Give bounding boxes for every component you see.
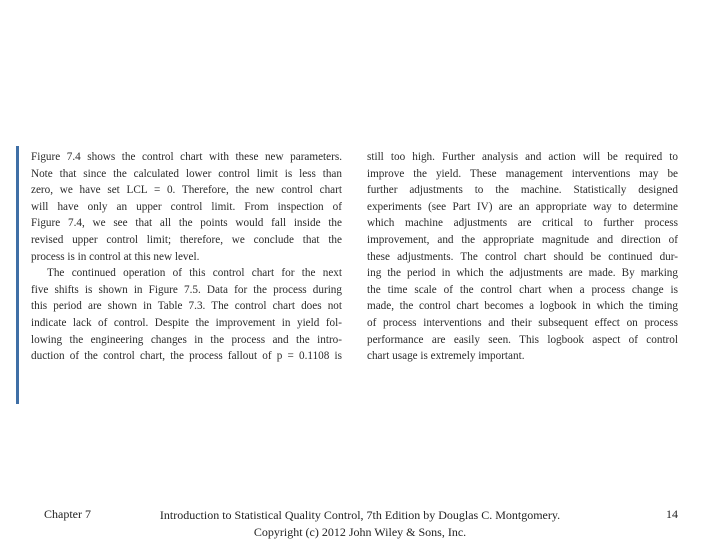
text-line: zero, we have set LCL = 0. Therefore, the new control chart [31,184,342,197]
text-line: improve the yield. These management interventions may be [367,167,678,180]
text-line: five shifts is shown in Figure 7.5. Data for the process during [31,283,342,296]
text-line: this period are shown in Table 7.3. The control chart does not [31,300,342,313]
text-line: indicate lack of control. Despite the improvement in yield fol- [31,316,342,329]
text-line: ing the period in which the adjustments are made. By marking [367,267,678,280]
footer-chapter: Chapter 7 [44,507,91,521]
text-line: improvement, and the appropriate magnitude and direction of [367,233,678,246]
page-number: 14 [666,507,678,521]
footer-citation-line1: Introduction to Statistical Quality Control, 7th Edition by Douglas C. Montgomery. [159,508,561,522]
text-line: still too high. Further analysis and action will be required to [367,151,678,163]
text-line: Figure 7.4, we see that all the points would fall inside the [31,217,342,230]
text-line: revised upper control limit; therefore, we conclude that the [31,233,342,246]
text-line: made, the control chart becomes a logbook in which the timing [367,300,678,313]
text-line: lowing the engineering changes in the process and the intro- [31,333,342,346]
accent-bar [16,146,19,404]
text-line: duction of the control chart, the process fallout of p = 0.1108 is [31,350,342,363]
text-line: of process interventions and their subsequent effect on process [367,316,678,329]
left-text-column [31,149,342,365]
text-line: will have only an upper control limit. From inspection of [31,200,342,213]
text-line: Figure 7.4 shows the control chart with these new parameters. [31,151,342,163]
text-line: further adjustments to the machine. Statistically designed [367,184,678,197]
text-line: which machine adjustments are critical to further process [367,217,678,230]
right-text-column [367,149,678,365]
footer-citation [0,507,720,541]
text-line: experiments (see Part IV) are an appropriate way to determine [367,200,678,213]
text-line: chart usage is extremely important. [367,350,525,363]
text-line: The continued operation of this control chart for the next [47,267,342,280]
text-line: performance are easily seen. This logbook aspect of control [367,333,678,346]
footer-citation-line2: Copyright (c) 2012 John Wiley & Sons, Inc. [253,525,467,539]
text-line: Note that since the calculated lower control limit is less than [31,167,342,180]
text-line: process is in control at this new level. [31,250,200,263]
text-line: the time scale of the control chart when a process change is [367,283,678,296]
text-line: these adjustments. The control chart should be continued dur- [367,250,678,263]
